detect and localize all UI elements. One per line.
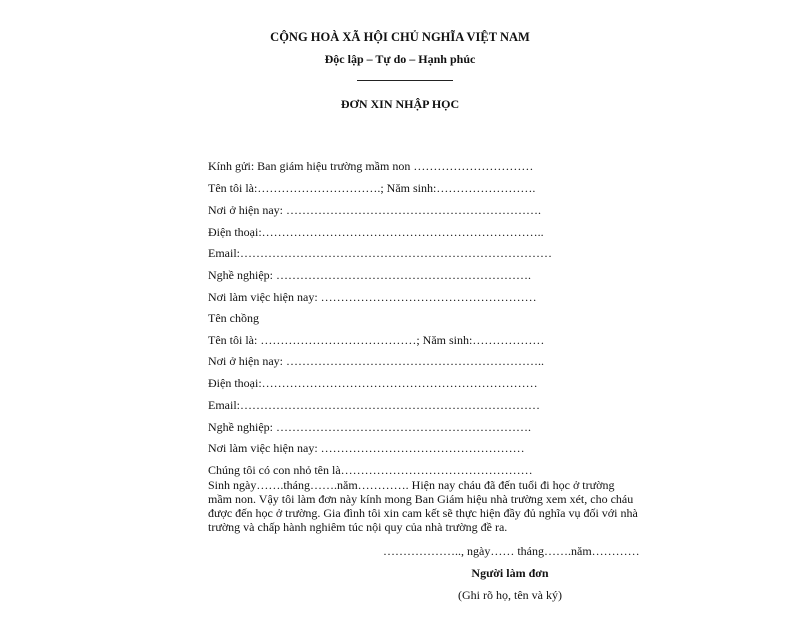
paragraph-line: trường và chấp hành nghiêm túc nội quy của nhà trường đề ra. — [208, 520, 508, 534]
field-husband-workplace: Nơi làm việc hiện nay: …………………………………………… — [208, 441, 525, 455]
document-title: ĐƠN XIN NHẬP HỌC — [340, 97, 460, 111]
signature-note: (Ghi rõ họ, tên và ký) — [458, 588, 562, 602]
field-husband-email: Email:………………………………………………………………… — [208, 398, 540, 412]
field-recipient: Kính gửi: Ban giám hiệu trường mầm non ………………………… — [208, 159, 534, 173]
field-husband-address: Nơi ở hiện nay: ……………………………………………………….. — [208, 354, 545, 368]
paragraph-line: được đến học ở trường. Gia đình tôi xin cam kết sẽ thực hiện đầy đủ nghĩa vụ đối với nhà — [208, 506, 638, 520]
paragraph-line: Sinh ngày…….tháng…….năm…………. Hiện nay cháu đã đến tuổi đi học ở trường — [208, 478, 615, 492]
field-address: Nơi ở hiện nay: ………………………………………………………. — [208, 203, 542, 217]
paragraph-line: mầm non. Vậy tôi làm đơn này kính mong Ban Giám hiệu nhà trường xem xét, cho cháu — [208, 492, 634, 506]
field-email: Email:…………………………………………………………………… — [208, 246, 552, 260]
field-name: Tên tôi là:………………………….; Năm sinh:……………………. — [208, 181, 536, 195]
field-phone: Điện thoại:…………………………………………………………….. — [208, 225, 544, 239]
field-husband-phone: Điện thoại:…………………………………………………………… — [208, 376, 538, 390]
field-workplace: Nơi làm việc hiện nay: ……………………………………………… — [208, 290, 537, 304]
request-paragraph — [208, 478, 638, 534]
field-occupation: Nghề nghiệp: ………………………………………………………. — [208, 268, 531, 282]
field-child-name: Chúng tôi có con nhỏ tên là………………………………………… — [208, 463, 533, 477]
heading-divider — [357, 80, 453, 81]
country-heading: CỘNG HOÀ XÃ HỘI CHỦ NGHĨA VIỆT NAM — [270, 30, 530, 44]
field-husband-occupation: Nghề nghiệp: ………………………………………………………. — [208, 420, 531, 434]
field-husband-name: Tên tôi là: …………………………………; Năm sinh:……………… — [208, 333, 545, 347]
motto-heading: Độc lập – Tự do – Hạnh phúc — [324, 52, 476, 66]
date-line: ……………….., ngày…… tháng…….năm………… — [383, 544, 640, 558]
signature-label: Người làm đơn — [471, 566, 549, 580]
husband-heading: Tên chồng — [208, 311, 259, 325]
